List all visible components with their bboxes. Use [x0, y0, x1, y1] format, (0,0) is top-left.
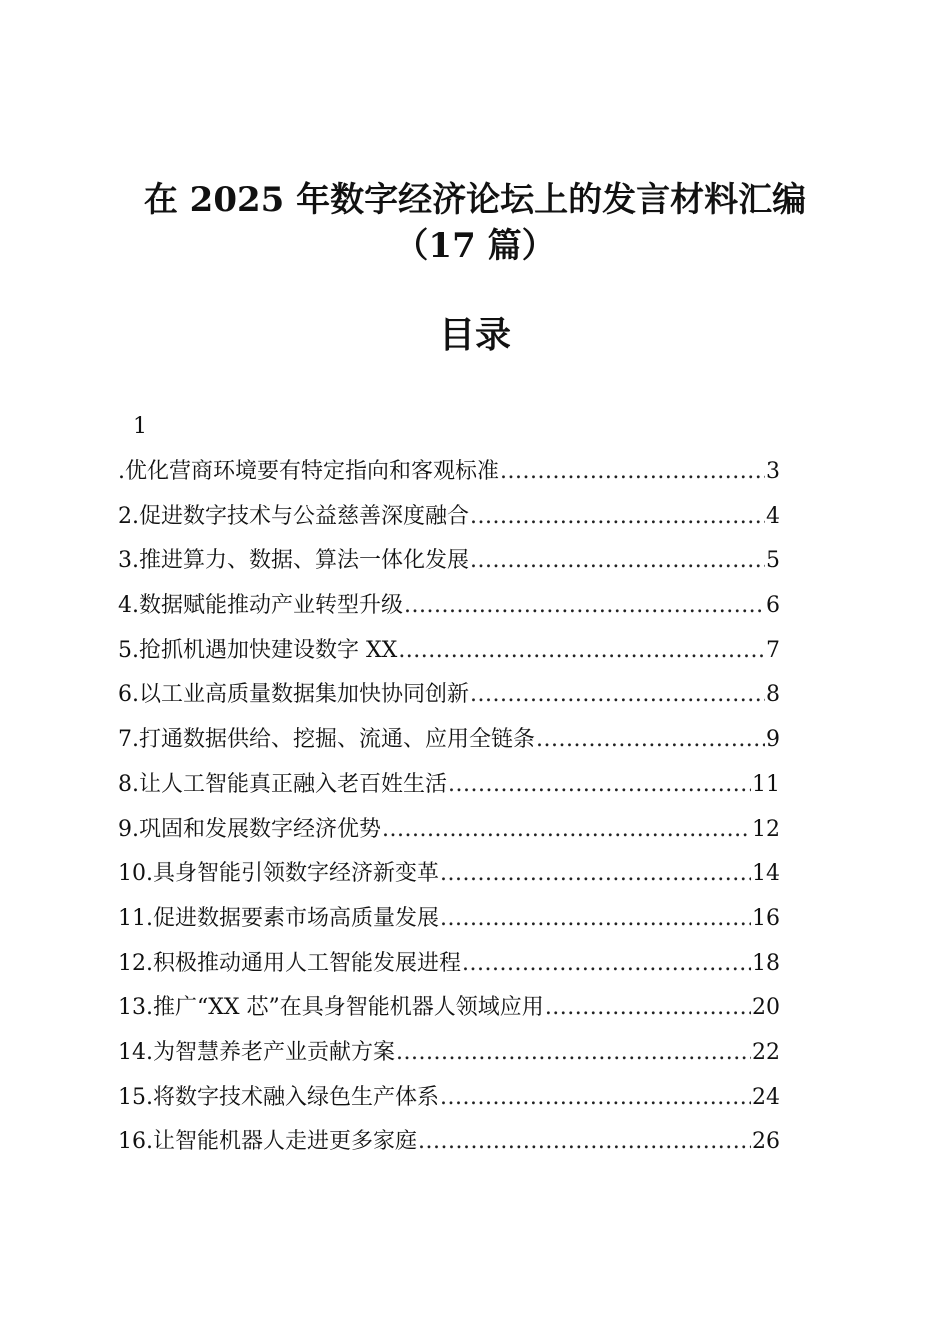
- toc-entry-page: 26: [752, 1129, 780, 1155]
- toc-lead-number: 1: [133, 414, 147, 439]
- toc-entry-page: 11: [752, 771, 780, 797]
- toc-entry-13[interactable]: [118, 992, 780, 1037]
- toc-dot-leader: [470, 545, 765, 577]
- toc-entry-page: 16: [752, 905, 780, 931]
- toc-entry-4[interactable]: [118, 590, 780, 635]
- toc-dot-leader: [404, 590, 765, 622]
- toc-entry-title: 2.促进数字技术与公益慈善深度融合: [118, 503, 469, 529]
- toc-dot-leader: [448, 769, 751, 801]
- toc-entry-2[interactable]: [118, 501, 780, 546]
- toc-entry-page: 18: [752, 950, 780, 976]
- toc-entry-title: 11.促进数据要素市场高质量发展: [118, 905, 439, 931]
- toc-dot-leader: [440, 858, 751, 890]
- toc-entry-page: 9: [766, 727, 780, 753]
- toc-entry-page: 3: [766, 459, 780, 484]
- table-of-contents: [118, 456, 780, 1171]
- toc-entry-7[interactable]: [118, 724, 780, 769]
- toc-entry-title: .优化营商环境要有特定指向和客观标准: [118, 459, 499, 484]
- toc-entry-page: 14: [752, 861, 780, 887]
- toc-entry-9[interactable]: [118, 814, 780, 859]
- toc-entry-15[interactable]: [118, 1082, 780, 1127]
- toc-entry-title: 4.数据赋能推动产业转型升级: [118, 593, 403, 619]
- toc-entry-8[interactable]: [118, 769, 780, 814]
- toc-entry-5[interactable]: [118, 635, 780, 680]
- toc-dot-leader: [418, 1126, 751, 1158]
- toc-entry-title: 14.为智慧养老产业贡献方案: [118, 1039, 395, 1065]
- toc-entry-title: 10.具身智能引领数字经济新变革: [118, 861, 439, 887]
- toc-entry-title: 13.推广“XX 芯”在具身智能机器人领域应用: [118, 995, 544, 1021]
- toc-entry-page: 12: [752, 816, 780, 842]
- toc-entry-title: 5.抢抓机遇加快建设数字 XX: [118, 637, 398, 663]
- toc-entry-16[interactable]: [118, 1126, 780, 1171]
- toc-entry-page: 5: [766, 548, 780, 574]
- document-title-line1: 在 2025 年数字经济论坛上的发言材料汇编: [143, 180, 807, 220]
- toc-entry-11[interactable]: [118, 903, 780, 948]
- toc-entry-page: 4: [766, 503, 780, 529]
- toc-entry-title: 9.巩固和发展数字经济优势: [118, 816, 381, 842]
- toc-entry-title: 6.以工业高质量数据集加快协同创新: [118, 682, 469, 708]
- toc-entry-page: 6: [766, 593, 780, 619]
- toc-entry-3[interactable]: [118, 545, 780, 590]
- toc-entry-title: 8.让人工智能真正融入老百姓生活: [118, 771, 447, 797]
- toc-entry-page: 20: [752, 995, 780, 1021]
- toc-entry-title: 12.积极推动通用人工智能发展进程: [118, 950, 461, 976]
- toc-dot-leader: [536, 724, 765, 756]
- toc-entry-title: 7.打通数据供给、挖掘、流通、应用全链条: [118, 727, 535, 753]
- document-title-line2: （17 篇）: [394, 226, 556, 266]
- toc-dot-leader: [382, 814, 751, 846]
- toc-dot-leader: [462, 948, 751, 980]
- toc-dot-leader: [545, 992, 751, 1024]
- toc-dot-leader: [500, 456, 765, 488]
- toc-heading: 目录: [438, 314, 511, 356]
- toc-dot-leader: [440, 903, 751, 935]
- toc-entry-page: 22: [752, 1039, 780, 1065]
- toc-entry-6[interactable]: [118, 679, 780, 724]
- toc-entry-14[interactable]: [118, 1037, 780, 1082]
- toc-dot-leader: [440, 1082, 751, 1114]
- toc-entry-page: 7: [766, 637, 780, 663]
- toc-dot-leader: [396, 1037, 751, 1069]
- toc-entry-title: 3.推进算力、数据、算法一体化发展: [118, 548, 469, 574]
- toc-entry-12[interactable]: [118, 948, 780, 993]
- toc-entry-10[interactable]: [118, 858, 780, 903]
- toc-dot-leader: [470, 501, 765, 533]
- toc-entry-title: 16.让智能机器人走进更多家庭: [118, 1129, 417, 1155]
- toc-entry-page: 8: [766, 682, 780, 708]
- toc-dot-leader: [470, 679, 765, 711]
- toc-dot-leader: [398, 635, 765, 667]
- toc-entry-page: 24: [752, 1084, 780, 1110]
- toc-entry-1[interactable]: [118, 456, 780, 501]
- toc-entry-title: 15.将数字技术融入绿色生产体系: [118, 1084, 439, 1110]
